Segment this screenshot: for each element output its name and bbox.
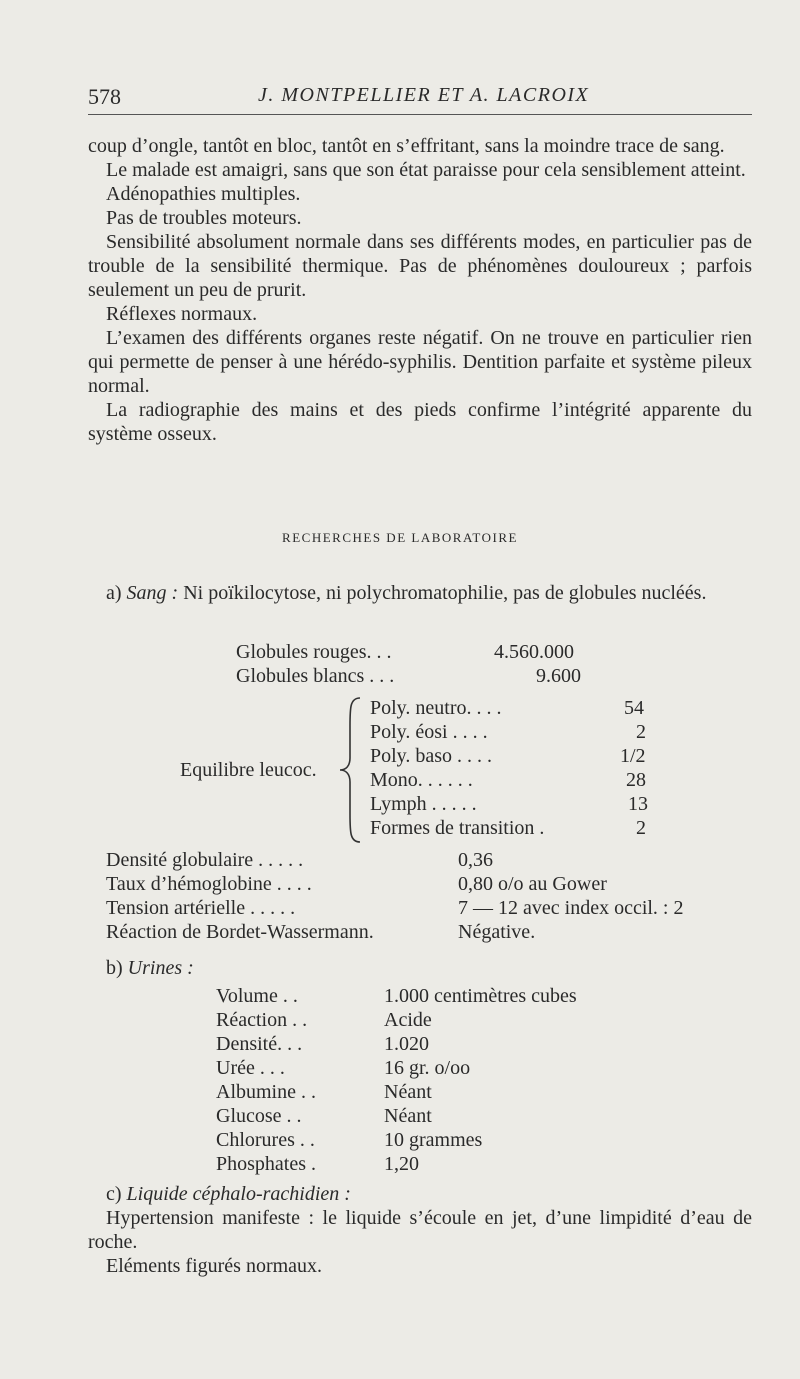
urines-heading: [106, 956, 194, 980]
paragraph: Hypertension manifeste : le liquide s’écoule en jet, d’une limpidité d’eau de roche.: [88, 1207, 752, 1253]
count-label: Globules blancs . . .: [236, 665, 395, 687]
paragraph: Réflexes normaux.: [106, 303, 258, 325]
sang-other-label: Tension artérielle . . . . .: [106, 897, 296, 919]
sang-other-value: Négative.: [458, 921, 536, 943]
count-value: 4.560.000: [494, 641, 574, 663]
urine-label: Réaction . .: [216, 1009, 308, 1031]
paragraph: Adénopathies multiples.: [106, 183, 301, 205]
count-value: 9.600: [536, 665, 581, 687]
urine-value: 1,20: [384, 1153, 419, 1175]
urine-label: Volume . .: [216, 985, 298, 1007]
lcr-text: [88, 1206, 752, 1278]
count-label: Globules rouges. . .: [236, 641, 392, 663]
urine-value: Acide: [384, 1009, 432, 1031]
lcr-heading: [106, 1182, 351, 1206]
equilibre-label: Equilibre leucoc.: [180, 759, 317, 781]
left-brace: [338, 696, 368, 844]
page-number: 578: [88, 84, 121, 109]
sang-other-value: 0,36: [458, 849, 493, 871]
urine-value: 16 gr. o/oo: [384, 1057, 471, 1079]
paragraph: Le malade est amaigri, sans que son état paraisse pour cela sensiblement atteint.: [106, 159, 746, 181]
urine-value: 1.000 centimètres cubes: [384, 985, 577, 1007]
sang-other-label: Taux d’hémoglobine . . . .: [106, 873, 312, 895]
paragraph: Sensibilité absolument normale dans ses différents modes, en particulier pas de trouble de la sensibilité thermique. Pas de phénomènes douloureux ; parfois seulement un peu de prurit.: [88, 231, 752, 301]
sang-other-label: Densité globulaire . . . . .: [106, 849, 304, 871]
urine-label: Densité. . .: [216, 1033, 303, 1055]
formula-value: 13: [628, 793, 648, 815]
formula-label: Mono. . . . . .: [370, 769, 473, 791]
sang-marker: a): [106, 582, 122, 604]
urines-marker: b): [106, 957, 123, 979]
urine-value: 1.020: [384, 1033, 429, 1055]
urine-label: Urée . . .: [216, 1057, 285, 1079]
formula-value: 28: [626, 769, 646, 791]
formula-label: Formes de transition .: [370, 817, 545, 839]
paragraph: La radiographie des mains et des pieds confirme l’intégrité apparente du système osseux.: [88, 399, 752, 445]
paragraph: L’examen des différents organes reste négatif. On ne trouve en particulier rien qui permette de penser à une hérédo-syphilis. Dentition parfaite et système pileux normal.: [88, 327, 752, 397]
body-text: [88, 134, 752, 446]
formula-value: 2: [636, 817, 646, 839]
urine-value: 10 grammes: [384, 1129, 483, 1151]
urine-label: Glucose . .: [216, 1105, 302, 1127]
formula-value: 54: [624, 697, 644, 719]
sang-other-label: Réaction de Bordet-Wassermann.: [106, 921, 374, 943]
lcr-marker: c): [106, 1183, 122, 1205]
urine-value: Néant: [384, 1105, 432, 1127]
urine-value: Néant: [384, 1081, 432, 1103]
page-header: [88, 84, 752, 115]
sang-paragraph: [88, 581, 752, 605]
sang-text: Ni poïkilocytose, ni polychromatophilie, pas de globules nucléés.: [183, 582, 707, 604]
sang-other-value: 0,80 o/o au Gower: [458, 873, 607, 895]
urine-label: Albumine . .: [216, 1081, 316, 1103]
formula-label: Lymph . . . . .: [370, 793, 477, 815]
paragraph: coup d’ongle, tantôt en bloc, tantôt en s’effritant, sans la moindre trace de sang.: [88, 135, 725, 157]
lcr-label: Liquide céphalo-rachidien :: [126, 1183, 351, 1205]
paragraph: Eléments figurés normaux.: [106, 1255, 323, 1277]
paragraph: Pas de troubles moteurs.: [106, 207, 302, 229]
sang-label: Sang :: [126, 582, 179, 604]
formula-value: 1/2: [620, 745, 646, 767]
section-heading: RECHERCHES DE LABORATOIRE: [282, 530, 518, 545]
formula-label: Poly. baso . . . .: [370, 745, 493, 767]
urine-label: Chlorures . .: [216, 1129, 315, 1151]
urines-label: Urines :: [127, 957, 194, 979]
formula-value: 2: [636, 721, 646, 743]
urine-label: Phosphates .: [216, 1153, 316, 1175]
formula-label: Poly. éosi . . . .: [370, 721, 488, 743]
running-title: J. MONTPELLIER ET A. LACROIX: [258, 84, 590, 106]
sang-other-value: 7 — 12 avec index occil. : 2: [458, 897, 684, 919]
formula-label: Poly. neutro. . . .: [370, 697, 502, 719]
